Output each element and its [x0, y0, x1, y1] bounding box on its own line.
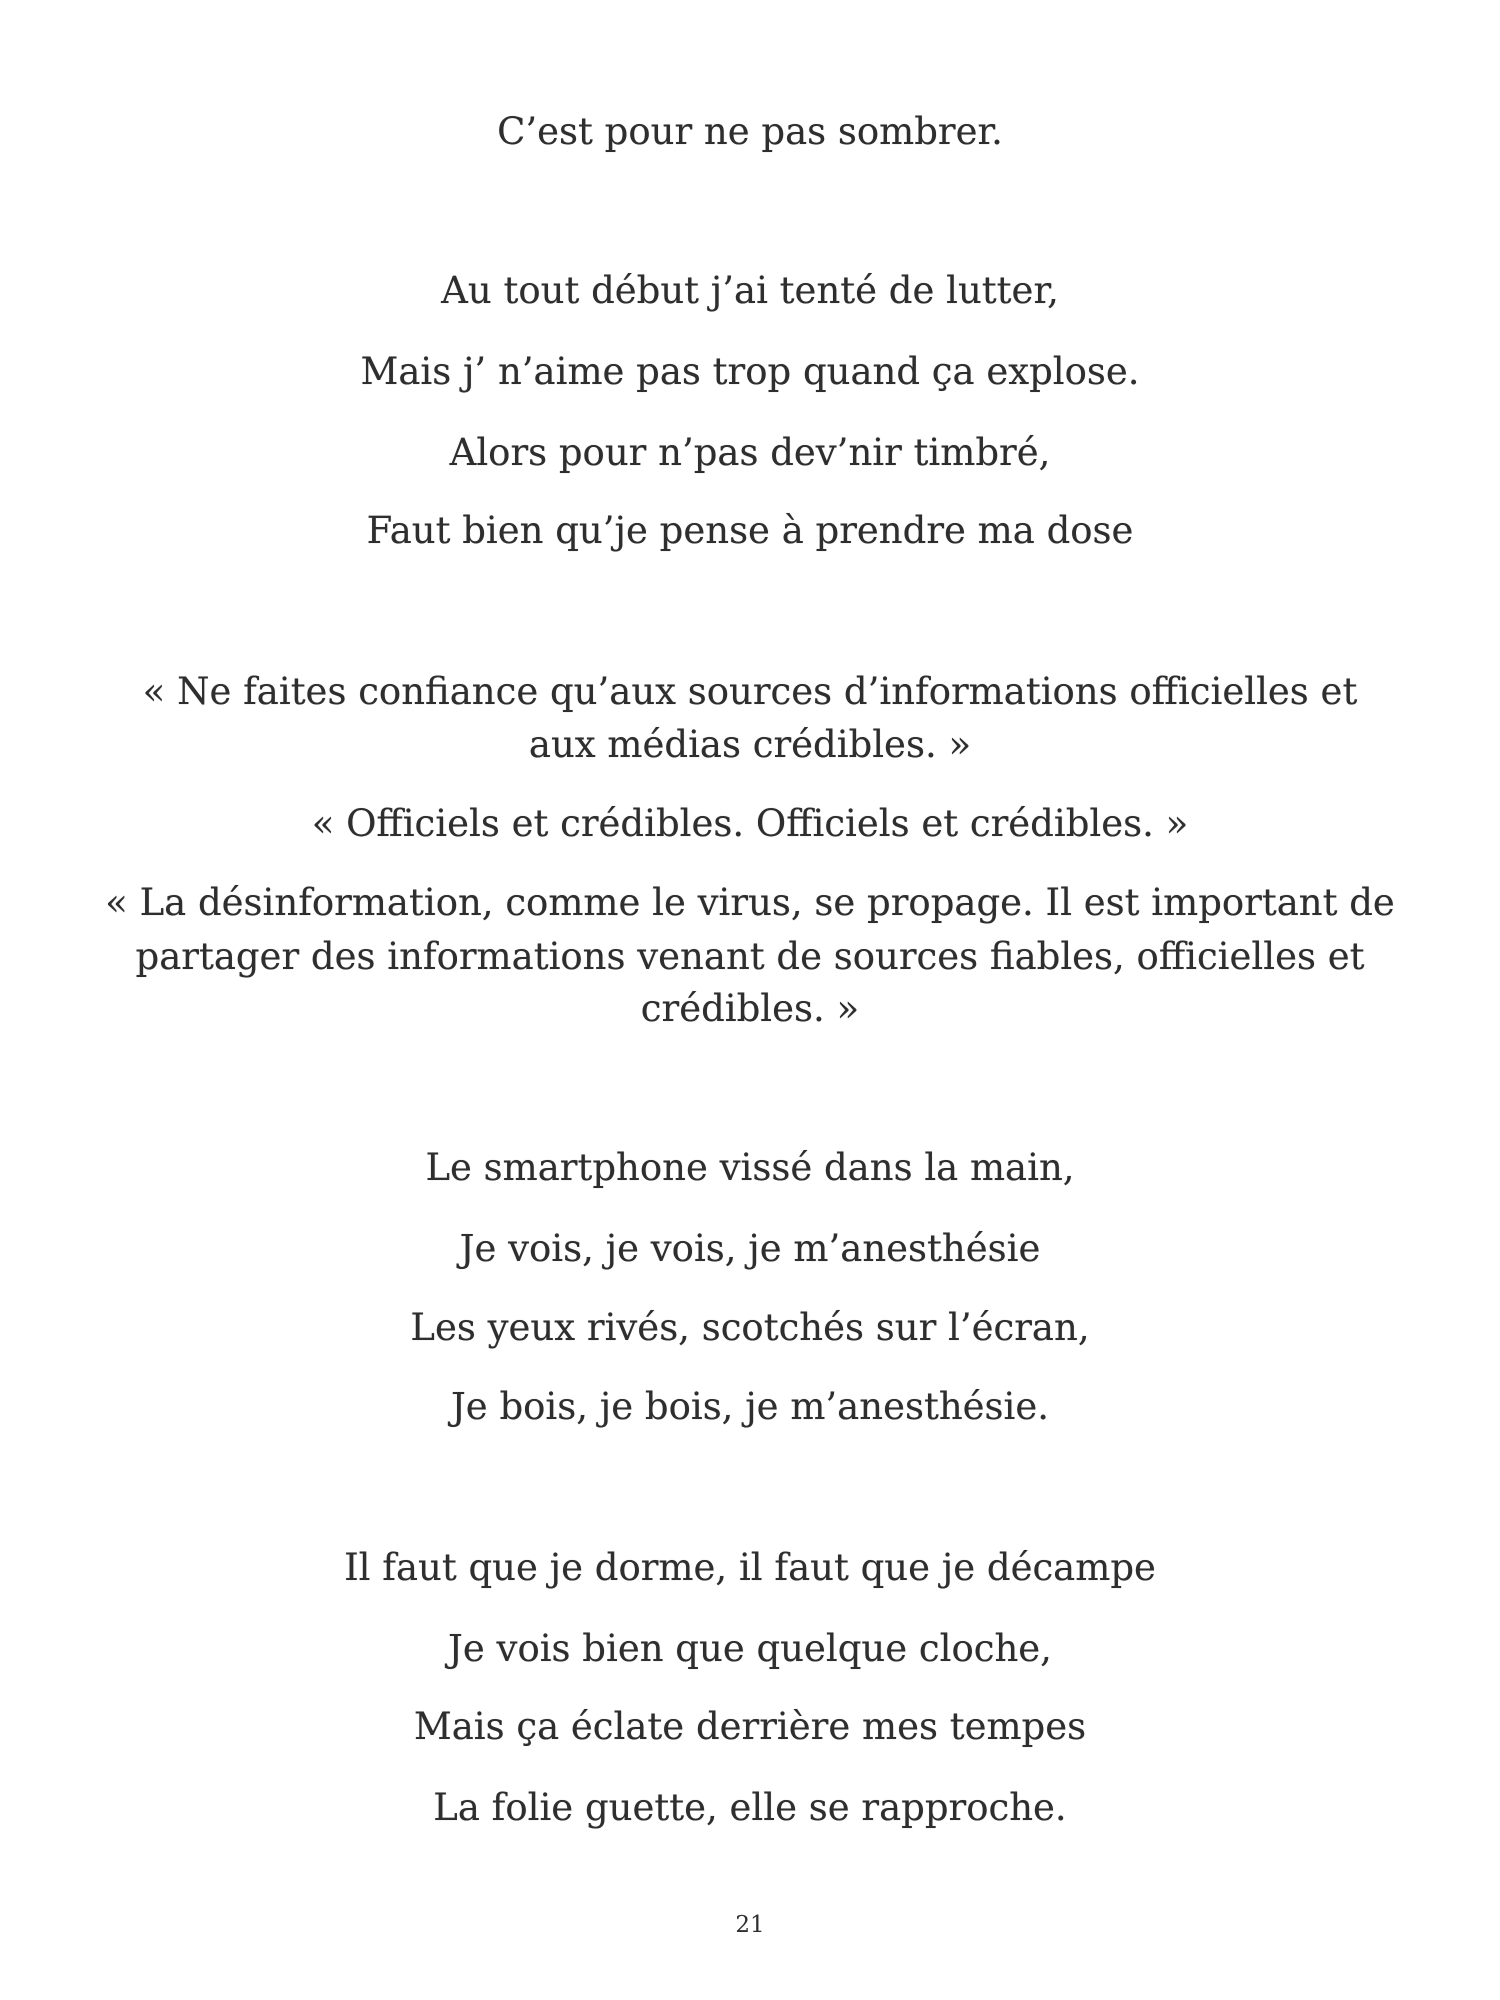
stanza-2-line-2: Mais j’ n’aime pas trop quand ça explose.: [360, 350, 1140, 393]
page-number: 21: [735, 1912, 765, 1938]
stanza-2-line-3: Alors pour n’pas dev’nir timbré,: [449, 431, 1051, 474]
stanza-2-line-1: Au tout début j’ai tenté de lutter,: [441, 269, 1059, 312]
quote-2-line-1: « Officiels et crédibles. Officiels et crédibles. »: [311, 802, 1189, 845]
quote-1-line-1: « Ne faites confiance qu’aux sources d’informations officielles et: [142, 670, 1358, 713]
stanza-4-line-4: Je bois, je bois, je m’anesthésie.: [450, 1385, 1050, 1428]
stanza-2-line-4: Faut bien qu’je pense à prendre ma dose: [366, 509, 1134, 552]
stanza-4-line-2: Je vois, je vois, je m’anesthésie: [459, 1227, 1041, 1270]
quote-3-line-1: « La désinformation, comme le virus, se propage. Il est important de: [105, 881, 1395, 924]
stanza-5-line-3: Mais ça éclate derrière mes tempes: [413, 1705, 1087, 1748]
quote-1-line-2: aux médias crédibles. »: [528, 723, 972, 766]
stanza-4-line-3: Les yeux rivés, scotchés sur l’écran,: [410, 1306, 1090, 1349]
stanza-1-line-1: C’est pour ne pas sombrer.: [497, 110, 1003, 153]
stanza-5-line-1: Il faut que je dorme, il faut que je décampe: [344, 1546, 1156, 1589]
stanza-5-line-4: La folie guette, elle se rapproche.: [433, 1786, 1067, 1829]
quote-3-line-3: crédibles. »: [640, 987, 860, 1030]
quote-3-line-2: partager des informations venant de sources fiables, officielles et: [135, 935, 1365, 978]
stanza-5-line-2: Je vois bien que quelque cloche,: [448, 1627, 1052, 1670]
stanza-4-line-1: Le smartphone vissé dans la main,: [425, 1146, 1075, 1189]
